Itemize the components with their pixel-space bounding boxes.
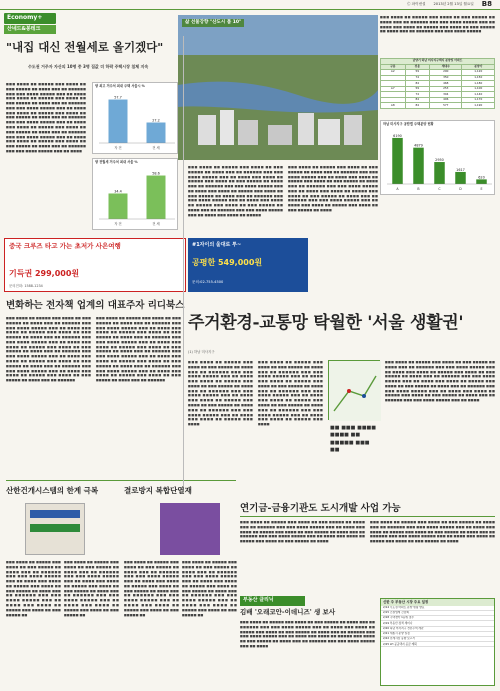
side-chart-value-label: 620 <box>478 175 485 180</box>
bar-chart-1 <box>92 82 178 154</box>
tour-ad-tel: 문의:02-755-4500 <box>192 280 224 284</box>
book1-title: 산한건개시스템의 한계 극복 <box>6 486 99 495</box>
tour-ad-price: 공평한 549,000원 <box>192 258 263 267</box>
tech-article-title: 변화하는 전자책 업계의 대표주자 리디북스 <box>6 300 185 311</box>
tech-article-col2: ■■■ ■■■■ ■■ ■■■■■ ■■■ ■■■■ ■■ ■■■ ■■■■■ ■■ ■■■■ ■■■ ■■ ■■■■■■ ■■■ ■■■ ■■■■ ■■■■■ ■■■ ■■ ■■■■ ■■■ ■■■■ ■■ ■■■■■ ■■■ ■■■■ ■■ ■■■ ■■■■■ ■■ ■■■■ ■■■ ■■ ■■■■■■ ■■■ ■■■ ■■■■ ■■■■■ ■■■ ■■ ■■■■ ■■■ ■■■■ ■■ ■■■■■ ■■■ ■■■■ ■■ ■■■ ■■■■■ ■■ ■■■■ ■■■ ■■ ■■■■■■ ■■■ ■■■ ■■■■ ■■■■■ ■■■ ■■ ■■■■ ■■■ ■■■■ ■■ ■■■■■ ■■■ ■■■■ ■■ ■■■ ■■■■■ ■■ ■■■■ ■■■ ■■ ■■■■■■ ■■■ ■■■ ■■■■ ■■■■■ ■■■ ■■ ■■■■ ■■■ ■■■■ ■■ ■■■■■ ■■■ ■■■■ ■■ ■■■ ■■■■■ ■■ ■■■■ ■■■ ■■ ■■■■■■ <box>96 316 181 383</box>
schedule-row: 2/22 전세시장 동향 보고서 <box>381 637 494 642</box>
tech-article-col1: ■■■ ■■■■ ■■ ■■■■■ ■■■ ■■■■ ■■ ■■■ ■■■■■ ■■ ■■■■ ■■■ ■■ ■■■■■■ ■■■ ■■■ ■■■■ ■■■■■ ■■■ ■■ ■■■■ ■■■ ■■■■ ■■ ■■■■■ ■■■ ■■■■ ■■ ■■■ ■■■■■ ■■ ■■■■ ■■■ ■■ ■■■■■■ ■■■ ■■■ ■■■■ ■■■■■ ■■■ ■■ ■■■■ ■■■ ■■■■ ■■ ■■■■■ ■■■ ■■■■ ■■ ■■■ ■■■■■ ■■ ■■■■ ■■■ ■■ ■■■■■■ ■■■ ■■■ ■■■■ ■■■■■ ■■■ ■■ ■■■■ ■■■ ■■■■ ■■ ■■■■■ ■■■ ■■■■ ■■ ■■■ ■■■■■ ■■ ■■■■ ■■■ ■■ ■■■■■■ ■■■ ■■■ ■■■■ ■■■■■ ■■■ ■■ ■■■■ ■■■ ■■■■ ■■ ■■■■■ ■■■ ■■■■ ■■ ■■■ ■■■■■ ■■ ■■■■ ■■■ ■■ ■■■■■■ <box>6 316 91 383</box>
main-article-col4: ■■■ ■■■■ ■■ ■■■■■ ■■■ ■■■■ ■■ ■■■ ■■■■■ ■■ ■■■■ ■■■ ■■ ■■■■■■ ■■■ ■■■ ■■■■ ■■■■■ ■■■ ■■ ■■■■ ■■■ ■■■■ ■■ ■■■■■ ■■■ ■■■■ ■■ ■■■ ■■■■■ ■■ ■■■■ ■■■ ■■ ■■■■■■ ■■■ ■■■ ■■■■ ■■■■■ ■■■ ■■ ■■■■ ■■■ ■■■■ ■■ ■■■■■ ■■■ ■■■■ ■■ ■■■ ■■■■■ ■■ ■■■■ ■■■ ■■ ■■■■■■ ■■■ ■■■ ■■■■ ■■■■■ ■■■ ■■ ■■■■ ■■■ ■■■■ ■■ ■■■■■ ■■■ ■■■■ <box>258 360 323 427</box>
chart2-category-label: 자 전 <box>114 222 122 227</box>
side-chart-category-label: B <box>417 187 420 192</box>
side-chart-value-label: 6190 <box>393 134 402 139</box>
schedule-row: 2/15 건설업계 간담회 <box>381 611 494 616</box>
table-cell: 59 <box>405 70 430 76</box>
chart2-value-label: 34.4 <box>114 189 122 194</box>
table-cell: 290 <box>430 70 462 76</box>
chart2-svg <box>93 165 179 227</box>
table-header-cell: 세대수 <box>430 64 462 70</box>
book1-text-col1: ■■■ ■■■■ ■■ ■■■■■ ■■■ ■■■■ ■■ ■■■ ■■■■■ ■■ ■■■■ ■■■ ■■ ■■■■■■ ■■■ ■■■ ■■■■ ■■■■■ ■■■ ■■ ■■■■ ■■■ ■■■■ ■■ ■■■■■ ■■■ ■■■■ ■■ ■■■ ■■■■■ ■■ ■■■■ ■■■ ■■ ■■■■■■ ■■■ ■■■ ■■■■ ■■■■■ ■■■ ■■ ■■■■ ■■■ ■■■■ ■■ ■■■■■ ■■■ ■■■■ ■■ ■■■ ■■■■■ ■■ <box>6 560 61 617</box>
lead-article-subtitle: 수도권 거주자 자산의 10명 중 3명 집값 더 하락 주택시장 침체 지속 <box>28 64 149 69</box>
chart2-value-label: 58.6 <box>152 171 160 176</box>
schedule-rows <box>381 606 494 648</box>
schedule-row: 2/14 수도권 아파트 분양 현황 발표 <box>381 606 494 611</box>
table-cell: 1,150 <box>462 75 495 81</box>
table-cell: A7 <box>381 86 406 92</box>
side-chart-category-label: E <box>480 187 483 192</box>
chart2-category-label: 전 세 <box>152 222 160 227</box>
chart1-category-label: 전 세 <box>152 146 160 151</box>
table-cell: 59 <box>405 86 430 92</box>
schedule-row: 2/25 LH 공공택지 공급 계획 <box>381 642 494 647</box>
schedule-row: 2/20 하남 미사지구 견본주택 개관 <box>381 627 494 632</box>
chart2-bar <box>147 176 166 219</box>
side-chart-svg <box>381 127 496 192</box>
book2-title: 결로방지 복합단열재 <box>124 486 192 495</box>
chart1-value-label: 57.7 <box>114 95 122 100</box>
chart1-bar <box>147 123 166 143</box>
side-chart-bar <box>455 172 466 184</box>
side-chart-category-label: D <box>459 187 462 192</box>
section-subtitle: 산네드&봉테크 <box>4 25 56 34</box>
table-cell: 304 <box>430 92 462 98</box>
table-cell: 74 <box>405 75 430 81</box>
issue-date: 2013년 2월 13일 월요일 <box>433 2 474 7</box>
table-cell: 350 <box>430 75 462 81</box>
table-title: 남양기 하남 미사지구택지 분양일 아파트 <box>381 59 495 65</box>
main-article-col5: ■■■ ■■■■ ■■ ■■■■■ ■■■ ■■■■ ■■ ■■■ ■■■■■ ■■ ■■■■ ■■■ ■■ ■■■■■■ ■■■ ■■■ ■■■■ ■■■■■ ■■■ ■■ ■■■■ ■■■ ■■■■ ■■ ■■■■■ ■■■ ■■■■ ■■ ■■■ ■■■■■ ■■ ■■■■ ■■■ ■■ ■■■■■■ ■■■ ■■■ ■■■■ ■■■■■ ■■■ ■■ ■■■■ ■■■ ■■■■ ■■ ■■■■■ ■■■ ■■■■ ■■ ■■■ ■■■■■ ■■ ■■■■ ■■■ ■■ ■■■■■■ ■■■ ■■■ ■■■■ ■■■■■ ■■■ ■■ ■■■■ ■■■ ■■■■ ■■ ■■■■■ ■■■ ■■■■ ■■ ■■■ ■■■■■ ■■ ■■■■ ■■■ ■■ ■■■■■■ ■■■ ■■■ ■■■■ ■■■■■ ■■■ ■■ ■■■■ <box>385 360 495 403</box>
book2-text-col2: ■■■ ■■■■ ■■ ■■■■■ ■■■ ■■■■ ■■ ■■■ ■■■■■ ■■ ■■■■ ■■■ ■■ ■■■■■■ ■■■ ■■■ ■■■■ ■■■■■ ■■■ ■■ ■■■■ ■■■ ■■■■ ■■ ■■■■■ ■■■ ■■■■ ■■ ■■■ ■■■■■ ■■ ■■■■ ■■■ ■■ ■■■■■■ ■■■ ■■■ ■■■■ ■■■■■ ■■■ ■■ ■■■■ ■■■ ■■■■ ■■ ■■■■■ ■■■ ■■■■ ■■ ■■■ ■■■■■ ■■ <box>182 560 237 617</box>
side-chart-value-label: 4879 <box>414 143 423 148</box>
books-rule <box>6 480 236 481</box>
chart1-svg <box>93 89 179 151</box>
pull-quote: ■■ ■■■ ■■■■ ■■■■ ■■ ■■■■■ ■■■ ■■ <box>330 425 376 453</box>
table-cell: 1,180 <box>462 81 495 87</box>
side-chart-value-label: 2950 <box>435 158 444 163</box>
cruise-ad[interactable] <box>4 238 186 292</box>
chart2-title: 향 전월세 거주처 최대 서울 % <box>95 160 138 164</box>
table-header-cell: 전용 <box>405 64 430 70</box>
cruise-ad-tel: 문의전화: 1588-1234 <box>9 284 43 288</box>
book1-text-col2: ■■■ ■■■■ ■■ ■■■■■ ■■■ ■■■■ ■■ ■■■ ■■■■■ ■■ ■■■■ ■■■ ■■ ■■■■■■ ■■■ ■■■ ■■■■ ■■■■■ ■■■ ■■ ■■■■ ■■■ ■■■■ ■■ ■■■■■ ■■■ ■■■■ ■■ ■■■ ■■■■■ ■■ ■■■■ ■■■ ■■ ■■■■■■ ■■■ ■■■ ■■■■ ■■■■■ ■■■ ■■ ■■■■ ■■■ ■■■■ ■■ ■■■■■ ■■■ ■■■■ ■■ ■■■ ■■■■■ ■■ <box>64 560 119 617</box>
chart1-bar <box>109 100 128 143</box>
banner-article-title: 연기금-금융기관도 도시개발 사업 가능 <box>240 503 401 514</box>
table-header-cell: 분양가 <box>462 64 495 70</box>
book2-product-photo <box>160 503 220 555</box>
table-cell: 1,140 <box>462 92 495 98</box>
schedule-row: 2/21 세종시 분양 일정 <box>381 632 494 637</box>
table-cell: 468 <box>430 81 462 87</box>
side-chart-category-label: A <box>396 187 399 192</box>
schedule-listing <box>380 598 495 686</box>
table-cell: 1,190 <box>462 103 495 109</box>
book2-text-col1: ■■■ ■■■■ ■■ ■■■■■ ■■■ ■■■■ ■■ ■■■ ■■■■■ ■■ ■■■■ ■■■ ■■ ■■■■■■ ■■■ ■■■ ■■■■ ■■■■■ ■■■ ■■ ■■■■ ■■■ ■■■■ ■■ ■■■■■ ■■■ ■■■■ ■■ ■■■ ■■■■■ ■■ ■■■■ ■■■ ■■ ■■■■■■ ■■■ ■■■ ■■■■ ■■■■■ ■■■ ■■ ■■■■ ■■■ ■■■■ ■■ ■■■■■ ■■■ ■■■■ ■■ ■■■ ■■■■■ ■■ <box>124 560 179 617</box>
side-bar-chart <box>380 120 495 195</box>
side-chart-bar <box>392 138 403 184</box>
table-cell: 577 <box>430 103 462 109</box>
side-chart-bar <box>476 180 487 185</box>
photo-caption: 삶 선물강향 "산도시 톱 10" <box>182 19 244 27</box>
estate-clinic-title: 김배 '오래코안-이데니즈' 생 보사 <box>240 608 336 616</box>
lead-article-title: "내집 대신 전월세로 올기겠다" <box>6 40 164 54</box>
schedule-row: 2/19 부동산 정책 세미나 <box>381 621 494 626</box>
map-inset <box>328 360 380 420</box>
brand-label: Ⓒ 파이낸셜 <box>406 2 426 7</box>
banner-rule <box>240 516 495 517</box>
side-intro-text: ■■■ ■■■■ ■■ ■■■■■ ■■■ ■■■■ ■■ ■■■ ■■■■■ ■■ ■■■■ ■■■ ■■ ■■■■■■ ■■■ ■■■ ■■■■ ■■■■■ ■■■ ■■ ■■■■ ■■■ ■■■■ ■■ ■■■■■ ■■■ ■■■■ ■■ ■■■ ■■■■■ ■■ ■■■■ ■■■ ■■ ■■■■■■ ■■■ ■■■ ■■■■ ■■■■■ <box>380 15 495 34</box>
table-cell: 84 <box>405 97 430 103</box>
top-bar <box>0 0 500 10</box>
cruise-ad-headline: 중국 크루즈 타고 가는 초저가 사은여행 <box>9 242 121 250</box>
main-subheadline: (1) 하남 미사지구 <box>188 350 215 354</box>
main-article-col3: ■■■ ■■■■ ■■ ■■■■■ ■■■ ■■■■ ■■ ■■■ ■■■■■ ■■ ■■■■ ■■■ ■■ ■■■■■■ ■■■ ■■■ ■■■■ ■■■■■ ■■■ ■■ ■■■■ ■■■ ■■■■ ■■ ■■■■■ ■■■ ■■■■ ■■ ■■■ ■■■■■ ■■ ■■■■ ■■■ ■■ ■■■■■■ ■■■ ■■■ ■■■■ ■■■■■ ■■■ ■■ ■■■■ ■■■ ■■■■ ■■ ■■■■■ ■■■ ■■■■ ■■ ■■■ ■■■■■ ■■ ■■■■ ■■■ ■■ ■■■■■■ ■■■ ■■■ ■■■■ ■■■■■ ■■■ ■■ ■■■■ ■■■ ■■■■ ■■ ■■■■■ ■■■ ■■■■ <box>188 360 253 427</box>
book1-cover <box>25 503 85 555</box>
page-number: B8 <box>481 0 492 8</box>
chart1-category-label: 자 전 <box>114 146 122 151</box>
main-article-col1: ■■■ ■■■■ ■■ ■■■■■ ■■■ ■■■■ ■■ ■■■ ■■■■■ ■■ ■■■■ ■■■ ■■ ■■■■■■ ■■■ ■■■ ■■■■ ■■■■■ ■■■ ■■ ■■■■ ■■■ ■■■■ ■■ ■■■■■ ■■■ ■■■■ ■■ ■■■ ■■■■■ ■■ ■■■■ ■■■ ■■ ■■■■■■ ■■■ ■■■ ■■■■ ■■■■■ ■■■ ■■ ■■■■ ■■■ ■■■■ ■■ ■■■■■ ■■■ ■■■■ ■■ ■■■ ■■■■■ ■■ ■■■■ ■■■ ■■ ■■■■■■ ■■■ ■■■ ■■■■ ■■■■■ ■■■ ■■ ■■■■ ■■■ ■■■■ ■■ ■■■■■ ■■■ ■■■■ ■■ ■■■ ■■■■■ ■■ ■■■■ ■■■ ■■ ■■■■■■ ■■■ ■■■ ■■■■ ■■■■■ ■■■ ■■ ■■■■ ■■■ ■■■■ ■■ ■■■■■ <box>188 165 283 217</box>
main-article-col2: ■■■ ■■■■ ■■ ■■■■■ ■■■ ■■■■ ■■ ■■■ ■■■■■ ■■ ■■■■ ■■■ ■■ ■■■■■■ ■■■ ■■■ ■■■■ ■■■■■ ■■■ ■■ ■■■■ ■■■ ■■■■ ■■ ■■■■■ ■■■ ■■■■ ■■ ■■■ ■■■■■ ■■ ■■■■ ■■■ ■■ ■■■■■■ ■■■ ■■■ ■■■■ ■■■■■ ■■■ ■■ ■■■■ ■■■ ■■■■ ■■ ■■■■■ ■■■ ■■■■ ■■ ■■■ ■■■■■ ■■ ■■■■ ■■■ ■■ ■■■■■■ ■■■ ■■■ ■■■■ ■■■■■ ■■■ ■■ ■■■■ ■■■ ■■■■ ■■ ■■■■■ ■■■ ■■■■ ■■ ■■■ ■■■■■ ■■ ■■■■ <box>288 165 378 213</box>
table-header-cell: 구분 <box>381 64 406 70</box>
table-cell: 1,170 <box>462 97 495 103</box>
side-chart-title: 하남 미사지구 공람별 주택분양 현황 <box>383 122 434 126</box>
table-row <box>381 103 495 109</box>
table-cell: 253 <box>430 86 462 92</box>
bar-chart-2 <box>92 158 178 230</box>
table-cell: 406 <box>430 97 462 103</box>
cruise-ad-price: 기득권 299,000원 <box>9 269 80 278</box>
aerial-photo <box>178 15 378 160</box>
side-chart-bar <box>413 148 424 184</box>
table-cell: 1,120 <box>462 70 495 76</box>
estate-clinic-text: ■■■ ■■■■ ■■ ■■■■■ ■■■ ■■■■ ■■ ■■■ ■■■■■ ■■ ■■■■ ■■■ ■■ ■■■■■■ ■■■ ■■■ ■■■■ ■■■■■ ■■■ ■■ ■■■■ ■■■ ■■■■ ■■ ■■■■■ ■■■ ■■■■ ■■ ■■■ ■■■■■ ■■ ■■■■ ■■■ ■■ ■■■■■■ ■■■ ■■■ ■■■■ ■■■■■ ■■■ ■■ ■■■■ ■■■ ■■■■ ■■ ■■■■■ ■■■ ■■■■ ■■ ■■■ ■■■■■ ■■ ■■■■ ■■■ ■■ ■■■■■■ ■■■ ■■■ ■■■■ ■■■■■ ■■■ ■■ ■■■■ <box>240 620 375 648</box>
table-cell: 74 <box>405 92 430 98</box>
banner-article-col2: ■■■ ■■■■ ■■ ■■■■■ ■■■ ■■■■ ■■ ■■■ ■■■■■ ■■ ■■■■ ■■■ ■■ ■■■■■■ ■■■ ■■■ ■■■■ ■■■■■ ■■■ ■■ ■■■■ ■■■ ■■■■ ■■ ■■■■■ ■■■ ■■■■ ■■ ■■■ ■■■■■ ■■ ■■■■ ■■■ ■■ ■■■■■■ ■■■ ■■■ ■■■■ ■■■■■ ■■■ ■■ ■■■■ ■■■ ■■■■ ■■ ■■■■■ ■■■ ■■■■ ■■ ■■■ ■■■■■ ■■ ■■■■ <box>370 520 495 544</box>
table-cell: A8 <box>381 103 406 109</box>
main-headline: 주거환경-교통망 탁월한 '서울 생활권' <box>188 313 464 333</box>
chart1-value-label: 27.2 <box>152 118 160 123</box>
table-cell: A2 <box>381 70 406 76</box>
tour-ad-headline: #1자이의 울대로 투~ <box>192 242 242 248</box>
lead-article-body: ■■■ ■■■■ ■■ ■■■■■ ■■■ ■■■■ ■■ ■■■ ■■■■■ ■■ ■■■■ ■■■ ■■ ■■■■■■ ■■■ ■■■ ■■■■ ■■■■■ ■■■ ■■ ■■■■ ■■■ ■■■■ ■■ ■■■■■ ■■■ ■■■■ ■■ ■■■ ■■■■■ ■■ ■■■■ ■■■ ■■ ■■■■■■ ■■■ ■■■ ■■■■ ■■■■■ ■■■ ■■ ■■■■ ■■■ ■■■■ ■■ ■■■■■ ■■■ ■■■■ ■■ ■■■ ■■■■■ ■■ ■■■■ ■■■ ■■ ■■■■■■ ■■■ ■■■ ■■■■ ■■■■■ ■■■ ■■ ■■■■ ■■■ ■■■■ ■■ ■■■■■ ■■■ ■■■■ ■■ ■■■ ■■■■■ ■■ ■■■■ ■■■ ■■ ■■■■■■ ■■■ ■■■ ■■■■ ■■■■■ ■■■ ■■ ■■■■ ■■■ ■■■■ ■■ ■■■■■ ■■■ ■■■■ ■■ ■■■ ■■■■■ ■■ ■■■■ ■■■ ■■ ■■■■■■ ■■■ ■■■ ■■■■ ■■■■■ ■■■ ■■ ■■■■ <box>6 82 86 153</box>
banner-article-col1: ■■■ ■■■■ ■■ ■■■■■ ■■■ ■■■■ ■■ ■■■ ■■■■■ ■■ ■■■■ ■■■ ■■ ■■■■■■ ■■■ ■■■ ■■■■ ■■■■■ ■■■ ■■ ■■■■ ■■■ ■■■■ ■■ ■■■■■ ■■■ ■■■■ ■■ ■■■ ■■■■■ ■■ ■■■■ ■■■ ■■ ■■■■■■ ■■■ ■■■ ■■■■ ■■■■■ ■■■ ■■ ■■■■ ■■■ ■■■■ ■■ ■■■■■ ■■■ ■■■■ ■■ ■■■ ■■■■■ ■■ ■■■■ <box>240 520 365 544</box>
table-cell: 1,100 <box>462 86 495 92</box>
side-chart-category-label: C <box>438 187 441 192</box>
tour-ad[interactable] <box>188 238 308 292</box>
side-chart-value-label: 1617 <box>456 168 465 173</box>
apartment-table <box>380 58 495 109</box>
estate-clinic-banner: 부동산 클리닉 <box>240 596 305 606</box>
schedule-row: 2/18 주택청약 1순위 접수 <box>381 616 494 621</box>
section-logo: Economy+ <box>4 13 56 24</box>
table-cell: 84 <box>405 81 430 87</box>
side-chart-bar <box>434 162 445 184</box>
chart1-title: 향 최고 거주처 최대 주택 서울시 % <box>95 84 145 88</box>
schedule-title: 신한 주 부동산 시장 주요 일정 <box>381 599 494 606</box>
table-cell: 84 <box>405 103 430 109</box>
chart2-bar <box>109 194 128 220</box>
